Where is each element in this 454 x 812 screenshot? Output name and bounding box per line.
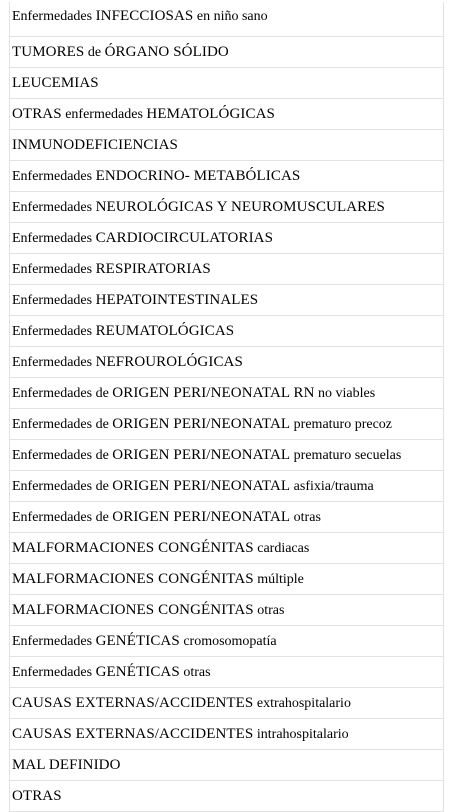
category-text-lead: Enfermedades <box>12 664 96 680</box>
category-cell <box>10 502 444 533</box>
category-text-main: INFECCIOSAS <box>95 8 194 24</box>
category-text-main: NEUROLÓGICAS Y NEUROMUSCULARES <box>95 198 385 215</box>
category-cell <box>10 750 444 781</box>
category-cell <box>10 657 444 688</box>
category-text-lead: Enfermedades <box>12 323 96 339</box>
category-text-main: OTRAS <box>12 788 62 804</box>
category-table-body <box>10 2 444 812</box>
category-table <box>9 2 444 812</box>
table-row <box>10 347 444 378</box>
category-text-main: REUMATOLÓGICAS <box>95 322 235 339</box>
category-text-tail: de <box>84 44 105 60</box>
category-text-main: NEFROUROLÓGICAS <box>95 353 243 370</box>
table-row <box>10 37 444 68</box>
table-row <box>10 2 444 37</box>
category-text-main: RESPIRATORIAS <box>95 260 211 277</box>
category-text-lead: Enfermedades <box>12 261 96 277</box>
table-row <box>10 378 444 409</box>
category-text-lead: Enfermedades <box>12 292 96 308</box>
category-cell <box>10 378 444 409</box>
category-text-lead: Enfermedades de <box>12 416 113 432</box>
category-cell <box>10 595 444 626</box>
table-row <box>10 564 444 595</box>
category-cell <box>10 192 444 223</box>
category-text-tail: intrahospitalario <box>253 726 349 742</box>
category-cell <box>10 223 444 254</box>
category-cell <box>10 626 444 657</box>
category-text-lead: Enfermedades <box>12 9 96 24</box>
category-text-main: GENÉTICAS <box>95 632 180 649</box>
category-text-main: TUMORES <box>12 43 85 60</box>
category-cell <box>10 533 444 564</box>
category-table-container <box>9 2 444 812</box>
category-cell <box>10 99 444 130</box>
category-text-main: MALFORMACIONES CONGÉNITAS <box>12 539 254 556</box>
category-cell <box>10 781 444 812</box>
category-cell <box>10 347 444 378</box>
table-row <box>10 316 444 347</box>
category-text-main: MAL DEFINIDO <box>12 757 121 773</box>
category-text-main: MALFORMACIONES CONGÉNITAS <box>12 601 254 618</box>
category-cell <box>10 409 444 440</box>
category-cell <box>10 471 444 502</box>
category-text-lead: Enfermedades <box>12 199 96 215</box>
table-row <box>10 409 444 440</box>
category-text-main: ENDOCRINO- METABÓLICAS <box>95 167 301 184</box>
table-row <box>10 719 444 750</box>
category-cell <box>10 440 444 471</box>
category-text-main: GENÉTICAS <box>95 663 180 680</box>
category-text-tail: otras <box>179 664 211 680</box>
category-text-tail: prematuro secuelas <box>290 447 402 463</box>
table-row <box>10 781 444 812</box>
category-text-tail: cromosomopatía <box>179 633 277 649</box>
category-text-tail: extrahospitalario <box>253 695 351 711</box>
table-row <box>10 130 444 161</box>
category-text-tail: múltiple <box>253 571 304 587</box>
table-row <box>10 533 444 564</box>
category-text-main: ORIGEN PERI/NEONATAL <box>112 508 291 525</box>
category-cell <box>10 688 444 719</box>
table-row <box>10 68 444 99</box>
table-row <box>10 626 444 657</box>
category-text-tail: prematuro precoz <box>290 416 393 432</box>
category-text-main: ORIGEN PERI/NEONATAL <box>112 477 291 494</box>
category-text-tail: en niño sano <box>193 9 268 24</box>
category-cell <box>10 254 444 285</box>
category-text-main: CAUSAS EXTERNAS/ACCIDENTES <box>12 725 254 742</box>
category-cell <box>10 564 444 595</box>
category-text-lead: Enfermedades <box>12 633 96 649</box>
category-text-tail: otras <box>253 602 285 618</box>
category-text-lead: Enfermedades de <box>12 447 113 463</box>
category-cell <box>10 68 444 99</box>
category-text-main: ORIGEN PERI/NEONATAL <box>112 446 291 463</box>
category-text-lead: Enfermedades de <box>12 478 113 494</box>
category-cell <box>10 37 444 68</box>
table-row <box>10 657 444 688</box>
category-cell <box>10 2 444 37</box>
table-row <box>10 750 444 781</box>
category-text-tail: asfixia/trauma <box>290 478 374 494</box>
table-row <box>10 99 444 130</box>
table-row <box>10 471 444 502</box>
category-text-tail: cardiacas <box>253 540 310 556</box>
table-row <box>10 440 444 471</box>
table-row <box>10 595 444 626</box>
category-text-lead: Enfermedades de <box>12 385 113 401</box>
category-cell <box>10 316 444 347</box>
category-text-main: OTRAS <box>12 105 62 122</box>
category-cell <box>10 285 444 316</box>
category-cell <box>10 130 444 161</box>
category-text-main: INMUNODEFICIENCIAS <box>12 137 178 153</box>
table-row <box>10 223 444 254</box>
category-text-lead: Enfermedades <box>12 354 96 370</box>
table-row <box>10 502 444 533</box>
table-row <box>10 285 444 316</box>
table-row <box>10 688 444 719</box>
category-text-main: ORIGEN PERI/NEONATAL <box>112 415 291 432</box>
category-text-lead: Enfermedades <box>12 230 96 246</box>
category-text-main: HEPATOINTESTINALES <box>95 291 259 308</box>
category-text-main: CAUSAS EXTERNAS/ACCIDENTES <box>12 694 254 711</box>
category-text-lead: Enfermedades de <box>12 509 113 525</box>
category-cell <box>10 161 444 192</box>
category-text-tail: no viables <box>314 385 376 401</box>
table-row <box>10 192 444 223</box>
category-text-tail: enfermedades <box>61 106 147 122</box>
category-text-tail: otras <box>290 509 321 525</box>
category-text-main2: HEMATOLÓGICAS <box>146 105 275 122</box>
category-text-main: CARDIOCIRCULATORIAS <box>95 229 274 246</box>
category-text-main: MALFORMACIONES CONGÉNITAS <box>12 570 254 587</box>
table-row <box>10 254 444 285</box>
table-row <box>10 161 444 192</box>
category-cell <box>10 719 444 750</box>
category-text-main: LEUCEMIAS <box>12 75 99 91</box>
category-text-lead: Enfermedades <box>12 168 96 184</box>
category-text-main2: ÓRGANO SÓLIDO <box>104 43 229 60</box>
category-text-main: ORIGEN PERI/NEONATAL RN <box>112 384 315 401</box>
